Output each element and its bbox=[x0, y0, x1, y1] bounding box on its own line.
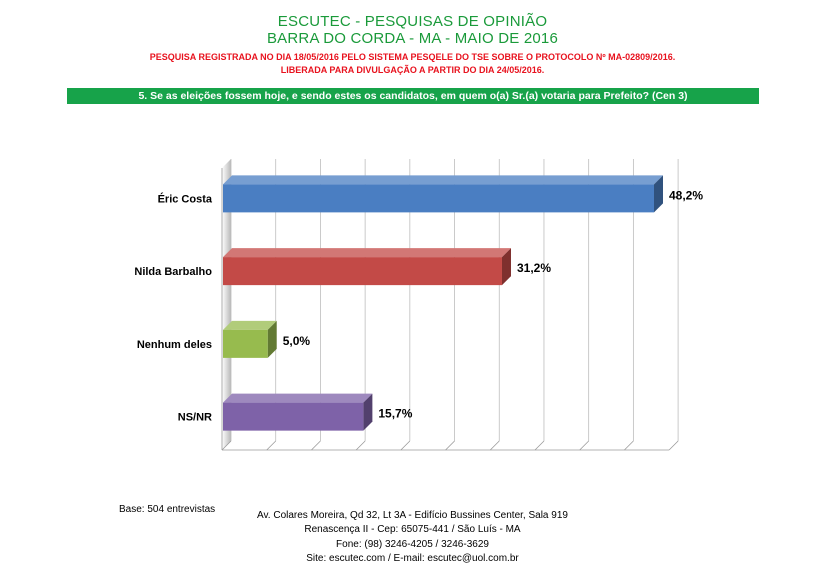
gridline-floor bbox=[580, 441, 589, 450]
footer-city: Renascença II - Cep: 65075-441 / São Luís - MA bbox=[304, 524, 521, 535]
bar bbox=[223, 321, 277, 358]
question-banner: 5. Se as eleições fossem hoje, e sendo estes os candidatos, em quem o(a) Sr.(a) votaria para Prefeito? (Cen 3) bbox=[67, 88, 759, 104]
gridline-floor bbox=[267, 441, 276, 450]
gridline-floor bbox=[669, 441, 678, 450]
gridline-floor bbox=[446, 441, 455, 450]
value-label: 15,7% bbox=[378, 406, 413, 421]
bar bbox=[223, 248, 511, 285]
value-label: 5,0% bbox=[282, 333, 311, 348]
bar-top-face bbox=[223, 175, 663, 184]
bar-top-face bbox=[223, 248, 511, 257]
bar-top-face bbox=[223, 394, 372, 403]
gridline-floor bbox=[535, 441, 544, 450]
footer-address: Av. Colares Moreira, Qd 32, Lt 3A - Edifício Bussines Center, Sala 919 bbox=[257, 510, 568, 521]
sample-base: Base: 504 entrevistas bbox=[119, 504, 216, 515]
registration-notice: PESQUISA REGISTRADA NO DIA 18/05/2016 PELO SISTEMA PESQELE DO TSE SOBRE O PROTOCOLO Nº MA-02809/2016. bbox=[149, 52, 676, 62]
gridline-floor bbox=[311, 441, 320, 450]
category-label: Nenhum deles bbox=[136, 338, 212, 351]
gridline-floor bbox=[356, 441, 365, 450]
value-label: 48,2% bbox=[669, 188, 704, 203]
footer-site: Site: escutec.com / E-mail: escutec@uol.com.br bbox=[306, 553, 519, 564]
bar bbox=[223, 175, 663, 212]
footer-phone: Fone: (98) 3246-4205 / 3246-3629 bbox=[336, 539, 489, 550]
gridline-floor bbox=[490, 441, 499, 450]
bar-front-face bbox=[223, 257, 502, 285]
bar-front-face bbox=[223, 330, 268, 358]
gridline-floor bbox=[624, 441, 633, 450]
bar-front-face bbox=[223, 184, 654, 212]
bar bbox=[223, 394, 372, 431]
release-notice: LIBERADA PARA DIVULGAÇÃO A PARTIR DO DIA 24/05/2016. bbox=[280, 65, 545, 75]
gridline-floor bbox=[401, 441, 410, 450]
category-label: NS/NR bbox=[177, 411, 212, 424]
category-label: Éric Costa bbox=[157, 193, 212, 206]
category-label: Nilda Barbalho bbox=[134, 266, 212, 279]
bar-front-face bbox=[223, 403, 363, 431]
page-title: ESCUTEC - PESQUISAS DE OPINIÃO bbox=[277, 13, 548, 30]
page-subtitle: BARRA DO CORDA - MA - MAIO DE 2016 bbox=[266, 30, 559, 47]
bar-top-face bbox=[223, 321, 277, 330]
value-label: 31,2% bbox=[516, 261, 552, 276]
